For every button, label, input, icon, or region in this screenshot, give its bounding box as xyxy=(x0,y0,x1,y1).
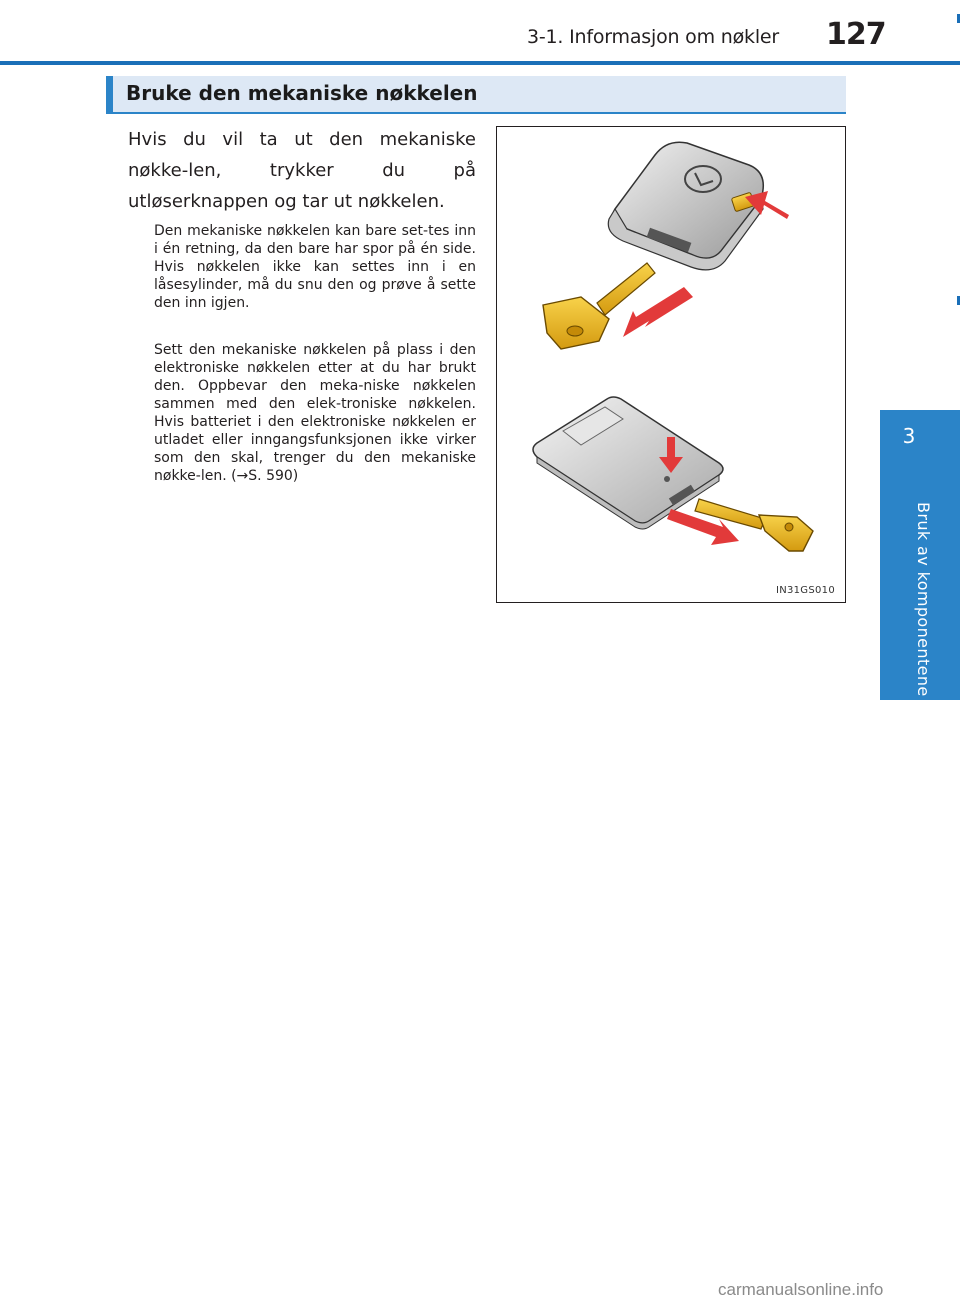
heading-accent-bar xyxy=(106,76,113,112)
card-key xyxy=(533,397,723,529)
pull-out-arrow xyxy=(623,287,693,337)
note-paragraph: Sett den mekaniske nøkkelen på plass i den elektroniske nøkkelen etter at du har brukt den. Oppbevar den meka-niske nøkkelen sammen med den elek-troniske nøkkelen. Hvis batteriet i den elektroniske nøkkelen er utladet eller inngangsfunksjonen ikke virker som den skal, trenger du den mekaniske nøkke-len. (→S. 590) xyxy=(154,342,476,484)
key-illustration-drawing xyxy=(497,127,845,602)
header-rule xyxy=(0,61,960,65)
mechanical-key xyxy=(543,263,655,349)
page-number: 127 xyxy=(826,17,886,52)
figure-code: IN31GS010 xyxy=(775,585,835,596)
watermark: carmanualsonline.info xyxy=(718,1280,884,1299)
section-heading xyxy=(106,76,846,114)
note-paragraph: Den mekaniske nøkkelen kan bare set-tes inn i én retning, da den bare har spor på én side. Hvis nøkkelen ikke kan settes inn i en låsesylinder, må du snu den og prøve å sette den inn igjen. xyxy=(154,223,476,311)
smart-key-fob xyxy=(608,142,763,270)
instruction-text: Hvis du vil ta ut den mekaniske nøkke-len, trykker du på utløserknappen og tar ut nøkkelen. xyxy=(128,129,476,212)
chapter-number: 3 xyxy=(902,424,916,448)
chapter-label: Bruk av komponentene xyxy=(914,502,933,697)
key-illustration xyxy=(496,126,846,603)
running-header: 3-1. Informasjon om nøkler xyxy=(527,26,780,48)
chapter-tab xyxy=(880,410,960,700)
section-heading-text: Bruke den mekaniske nøkkelen xyxy=(126,81,478,105)
